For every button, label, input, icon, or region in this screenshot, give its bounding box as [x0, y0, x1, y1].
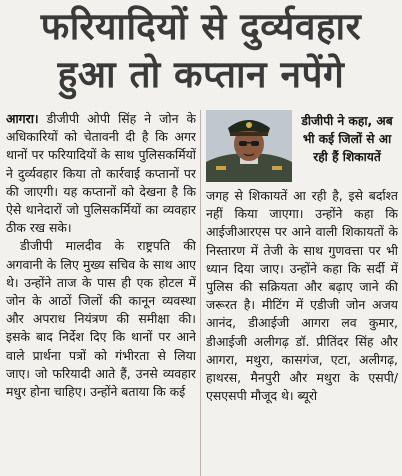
- dgp-photo: [206, 110, 292, 182]
- paragraph-2: डीजीपी मालदीव के राष्ट्रपति की अगवानी के लिए मुख्य सचिव के साथ आए थे। उन्होंने ताज के पास ही एक होटल में जोन के आठों जिलों की कानून व्यवस्था और अपराध नियंत्रण की समीक्षा की। इसके बाद निर्देश दिए कि थानों पर आने वाले प्रार्थना पत्रों को गंभीरता से लिया जाए। जो फरियादी आते हैं, उनसे व्यवहार मधुर होना चाहिए। उन्होंने बताया कि कई: [6, 238, 196, 400]
- column-divider: [200, 110, 201, 476]
- headline-line-1: फरियादियों से दुर्व्यवहार: [40, 5, 362, 48]
- dgp-portrait-image: [206, 110, 292, 182]
- paragraph-1-text: डीजीपी ओपी सिंह ने जोन के अधिकारियों को चेतावनी दी है कि अगर थानों पर फरियादियों के साथ पुलिसकर्मियों ने दुर्व्यवहार किया तो कार्रवाई कप्तानों पर की जाएगी। यह कप्तानों को देखना है कि ऐसे थानेदारों जो पुलिसकर्मियों का व्यवहार ठीक रख सके।: [6, 111, 196, 236]
- photo-caption: डीजीपी ने कहा, अब भी कई जिलों से आ रही हैं शिकायतें: [301, 114, 393, 164]
- article-column-left: [6, 110, 196, 476]
- headline: [0, 0, 402, 104]
- paragraph-1: [6, 110, 196, 237]
- headline-line-2: हुआ तो कप्तान नपेंगे: [57, 53, 345, 96]
- paragraph-3: जगह से शिकायतें आ रही है, इसे बर्दाश्त नहीं किया जाएगा। उन्होंने कहा कि आईजीआरएस पर आने वाली शिकायतों के निस्तारण में तेजी के साथ गुणवत्ता पर भी ध्यान दिया जाए। उन्होंने कहा कि सर्दी में पुलिस की सक्रियता और बढ़ाए जाने की जरूरत है। मीटिंग में एडीजी जोन अजय आनंद, डीआईजी आगरा लव कुमार, डीआईजी अलीगढ़ डॉ. प्रीतिंदर सिंह और आगरा, मथुरा, कासगंज, एटा, अलीगढ़, हाथरस, मैनपुरी और मथुरा के एसपी/ एसएसपी मौजूद थे। ब्यूरो: [206, 188, 398, 404]
- dateline: आगरा।: [6, 111, 39, 126]
- article-column-right: [206, 187, 398, 476]
